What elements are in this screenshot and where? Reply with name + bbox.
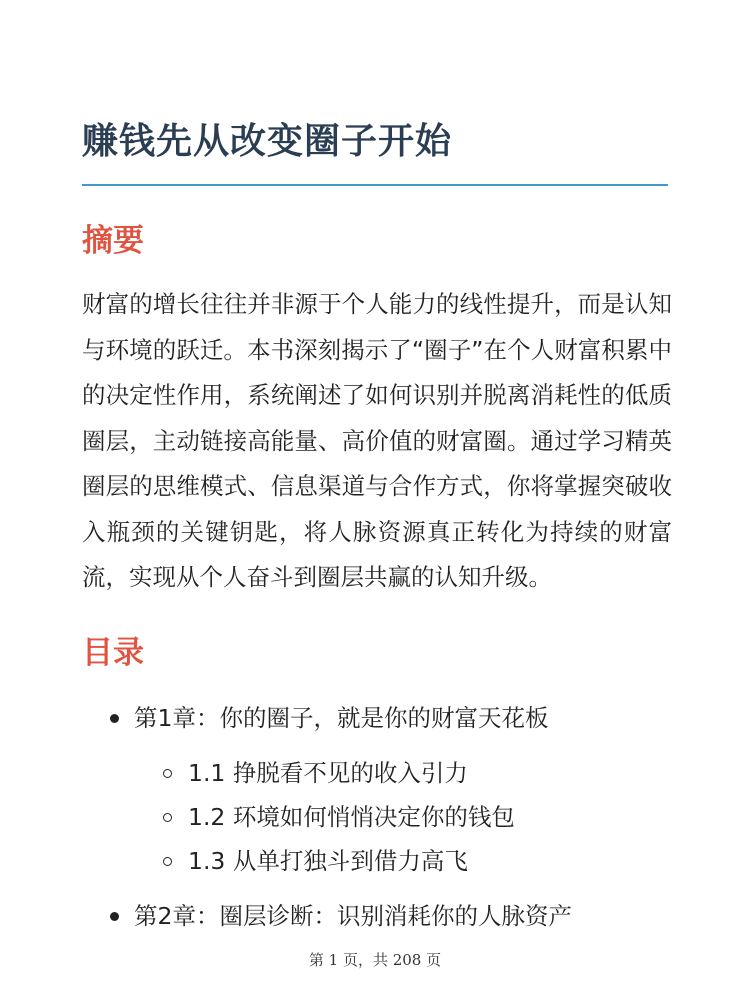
toc-section-1-3[interactable]: 1.3 从单打独斗到借力高飞 bbox=[188, 847, 468, 875]
bullet-circle-icon bbox=[163, 857, 172, 866]
document-title: 赚钱先从改变圈子开始 bbox=[82, 121, 453, 162]
abstract-heading: 摘要 bbox=[82, 223, 144, 259]
toc-heading: 目录 bbox=[82, 635, 144, 671]
bullet-circle-icon bbox=[163, 813, 172, 822]
abstract-paragraph: 财富的增长往往并非源于个人能力的线性提升，而是认知与环境的跃迁。本书深刻揭示了“圈子”在个人财富积累中的决定性作用，系统阐述了如何识别并脱离消耗性的低质圈层，主动链接高能量、高价值的财富圈。通过学习精英圈层的思维模式、信息渠道与合作方式，你将掌握突破收入瓶颈的关键钥匙，将人脉资源真正转化为持续的财富流，实现从个人奋斗到圈层共赢的认知升级。 bbox=[82, 290, 672, 591]
toc-section-1-2[interactable]: 1.2 环境如何悄悄决定你的钱包 bbox=[188, 803, 515, 831]
title-divider bbox=[82, 184, 668, 186]
bullet-circle-icon bbox=[163, 769, 172, 778]
toc-section-1-1[interactable]: 1.1 挣脱看不见的收入引力 bbox=[188, 759, 468, 787]
toc-chapter-2[interactable]: 第2章：圈层诊断：识别消耗你的人脉资产 bbox=[134, 902, 572, 930]
bullet-disc-icon bbox=[110, 912, 119, 921]
toc-chapter-1[interactable]: 第1章：你的圈子，就是你的财富天花板 bbox=[134, 704, 549, 732]
bullet-disc-icon bbox=[110, 714, 119, 723]
page-number-footer: 第 1 页，共 208 页 bbox=[308, 951, 442, 969]
